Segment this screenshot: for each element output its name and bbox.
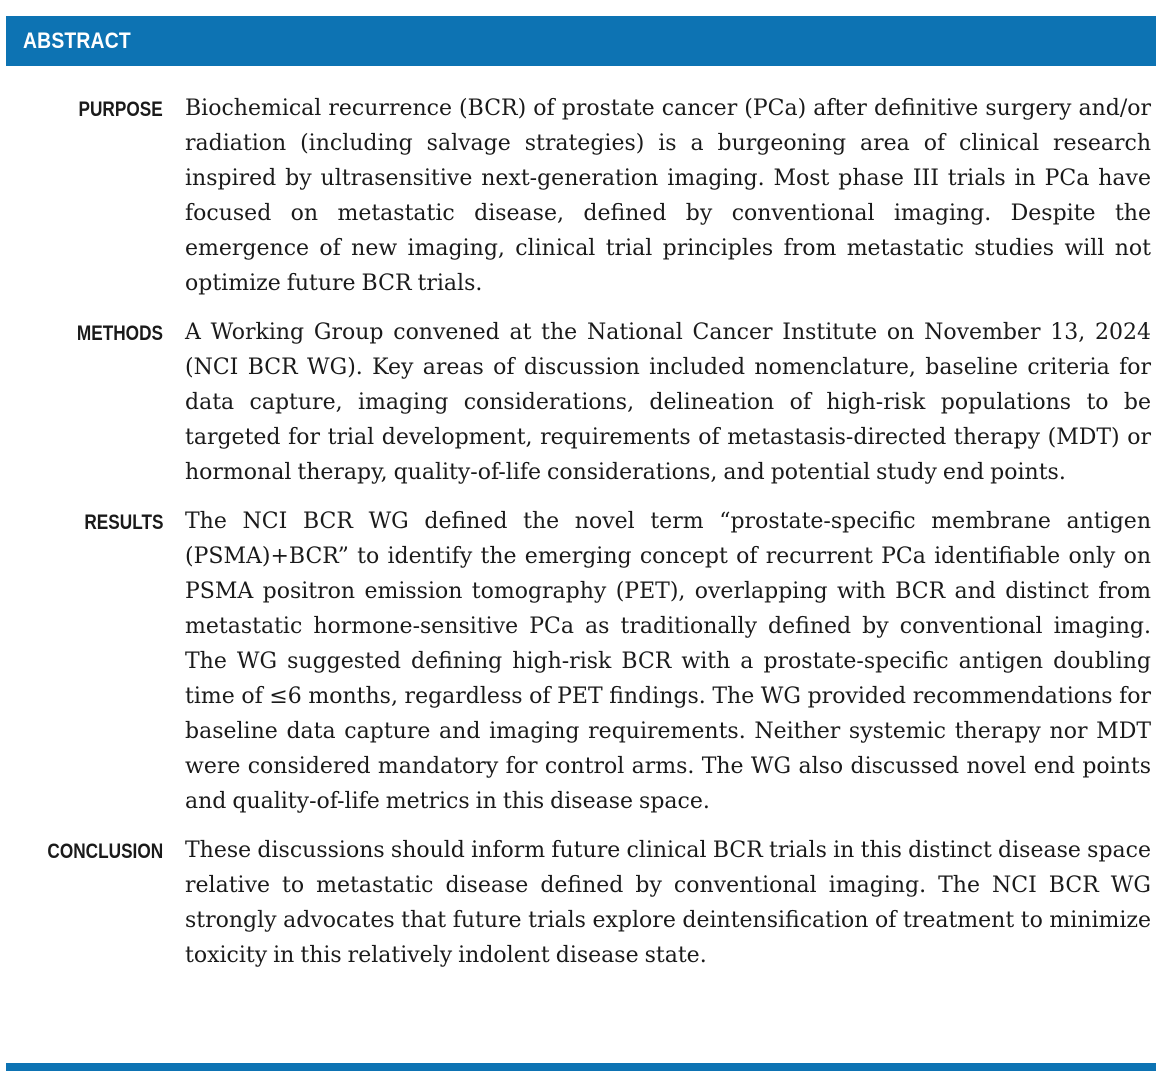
section-label-conclusion: CONCLUSION [47, 840, 163, 863]
section-results [0, 504, 1170, 819]
section-methods [0, 315, 1170, 490]
abstract-footer-bar [6, 1063, 1156, 1071]
abstract-title: ABSTRACT [23, 28, 131, 53]
section-text-conclusion: These discussions should inform future clinical BCR trials in this distinct disease space relative to metastatic disease defined by conventional imaging. The NCI BCR WG strongly advocates that future trials explore deintensification of treatment to minimize toxicity in this relatively indolent disease state. [185, 838, 1151, 968]
section-purpose [0, 91, 1170, 301]
section-conclusion [0, 833, 1170, 973]
section-text-methods: A Working Group convened at the National Cancer Institute on November 13, 2024 (NCI BCR WG). Key areas of discussion included nomenclature, baseline criteria for data capture, imaging considerations, delineation of high-risk populations to be targeted for trial development, requirements of metastasis-directed therapy (MDT) or hormonal therapy, quality-of-life considerations, and potential study end points. [185, 320, 1151, 485]
abstract-header-bar [6, 16, 1156, 66]
section-label-results: RESULTS [83, 511, 163, 534]
section-label-methods: METHODS [76, 322, 163, 345]
section-label-purpose: PURPOSE [78, 98, 163, 121]
section-text-purpose: Biochemical recurrence (BCR) of prostate cancer (PCa) after definitive surgery and/or radiation (including salvage strategies) is a burgeoning area of clinical research inspired by ultrasensitive next-generation imaging. Most phase III trials in PCa have focused on metastatic disease, defined by conventional imaging. Despite the emergence of new imaging, clinical trial principles from metastatic studies will not optimize future BCR trials. [185, 96, 1151, 296]
section-text-results: The NCI BCR WG defined the novel term “prostate-specific membrane antigen (PSMA)+BCR” to identify the emerging concept of recurrent PCa identifiable only on PSMA positron emission tomography (PET), overlapping with BCR and distinct from metastatic hormone-sensitive PCa as traditionally defined by conventional imaging. The WG suggested defining high-risk BCR with a prostate-specific antigen doubling time of ≤6 months, regardless of PET findings. The WG provided recommendations for baseline data capture and imaging requirements. Neither systemic therapy nor MDT were considered mandatory for control arms. The WG also discussed novel end points and quality-of-life metrics in this disease space. [185, 509, 1151, 814]
abstract-body [0, 91, 1170, 987]
